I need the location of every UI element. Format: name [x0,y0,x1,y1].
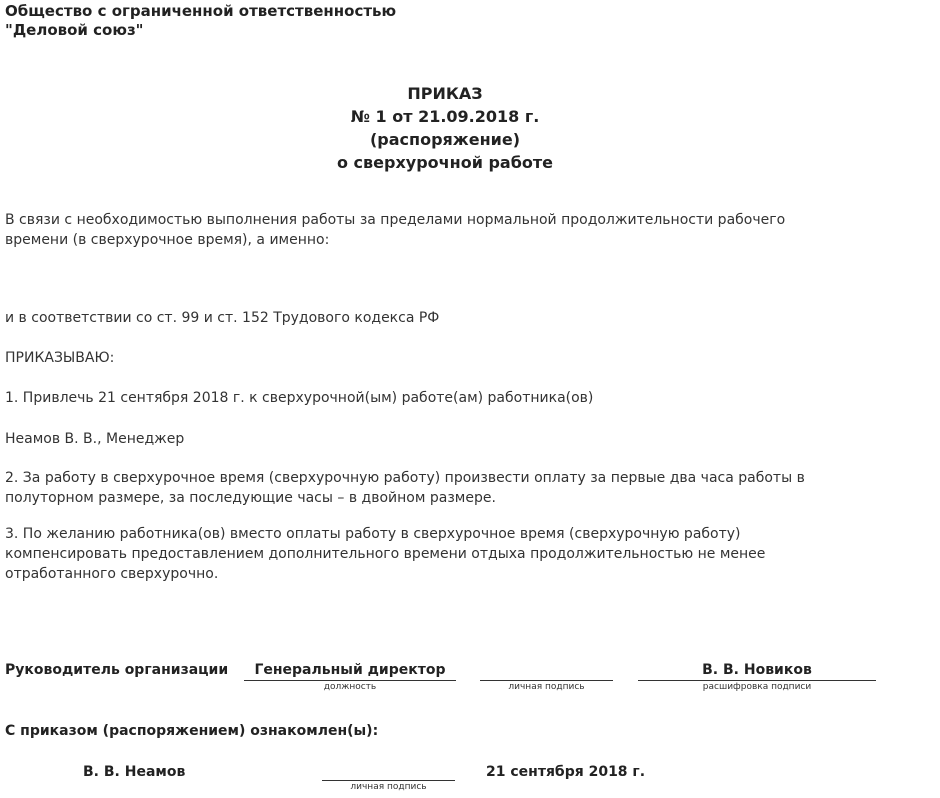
item3-line2: компенсировать предоставлением дополнительного времени отдыха продолжительностью не менее [5,546,766,562]
organization-name [5,2,396,40]
position-caption: должность [323,682,377,692]
organization-line2: "Деловой союз" [5,21,144,39]
intro-paragraph [5,210,785,250]
acknowledgment-signature-caption: личная подпись [350,782,427,792]
title-heading: ПРИКАЗ [407,84,483,103]
item3-line3: отработанного сверхурочно. [5,566,219,582]
order-item-2 [5,468,805,508]
name-underline [638,680,876,681]
organization-line1: Общество с ограниченной ответственностью [5,2,397,20]
acknowledgment-signature-underline [322,780,455,781]
title-subtitle: (распоряжение) [369,130,521,149]
title-topic: о сверхурочной работе [336,153,554,172]
signature-name: В. В. Новиков [702,662,812,678]
item3-line1: 3. По желанию работника(ов) вместо оплаты работу в сверхурочное время (сверхурочную работу) [5,526,741,542]
employee-line: Неамов В. В., Менеджер [5,431,185,447]
signature-label: Руководитель организации [5,662,229,678]
signature-caption: личная подпись [508,682,585,692]
order-word: ПРИКАЗЫВАЮ: [5,350,115,366]
position-underline [244,680,456,681]
intro-line2: времени (в сверхурочное время), а именно: [5,232,330,248]
legal-basis: и в соответствии со ст. 99 и ст. 152 Трудового кодекса РФ [5,310,440,326]
acknowledgment-label: С приказом (распоряжением) ознакомлен(ы): [5,723,379,739]
signature-position: Генеральный директор [254,662,446,678]
signature-underline [480,680,613,681]
item2-line1: 2. За работу в сверхурочное время (сверхурочную работу) произвести оплату за первые два часа работы в [5,470,805,486]
title-number: № 1 от 21.09.2018 г. [350,107,540,126]
item2-line2: полуторном размере, за последующие часы – в двойном размере. [5,490,496,506]
order-item-3 [5,524,765,584]
intro-line1: В связи с необходимостью выполнения работы за пределами нормальной продолжительности рабочего [5,212,786,228]
name-caption: расшифровка подписи [702,682,812,692]
acknowledgment-date: 21 сентября 2018 г. [486,764,646,780]
acknowledgment-employee: В. В. Неамов [83,764,186,780]
document-title [0,82,890,174]
order-item-1: 1. Привлечь 21 сентября 2018 г. к сверхурочной(ым) работе(ам) работника(ов) [5,390,594,406]
